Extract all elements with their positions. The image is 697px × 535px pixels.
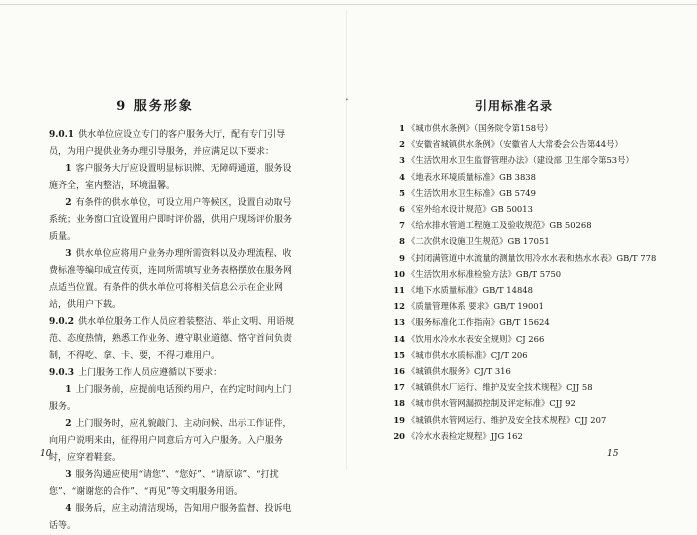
- reference-number: 11: [393, 285, 405, 296]
- reference-item: [371, 282, 681, 298]
- clause-number: 1: [65, 164, 72, 174]
- reference-text: 《生活饮用水卫生监督管理办法》（建设部 卫生部令第53号）: [407, 155, 634, 166]
- reference-number: 16: [393, 366, 405, 377]
- reference-number: 9: [399, 252, 405, 263]
- scan-dot: •: [345, 97, 349, 104]
- reference-item: [371, 395, 681, 411]
- clause-text: 有条件的供水单位，可设立用户等候区，设置自动取号系统；业务窗口宜设置用户即时评价器，供用户现场评价服务质量。: [49, 198, 293, 242]
- reference-item: [371, 428, 681, 444]
- paragraph: [49, 161, 296, 195]
- reference-number: 15: [393, 349, 405, 360]
- clause-text: 上门服务前，应提前电话预约用户，在约定时间内上门服务。: [49, 385, 292, 412]
- reference-number: 3: [399, 155, 405, 166]
- reference-item: [371, 314, 681, 330]
- clause-text: 服务沟通应使用“请您”、“您好”、“请原谅”、“打扰您”、“谢谢您的合作”、“再见”等文明服务用语。: [49, 470, 279, 497]
- reference-number: 5: [399, 187, 405, 198]
- clause-number: 3: [65, 249, 72, 259]
- paragraph: [49, 416, 296, 467]
- reference-list: [371, 120, 681, 444]
- page-number-right: 15: [607, 449, 619, 459]
- reference-text: 《地下水质量标准》GB/T 14848: [407, 285, 533, 296]
- reference-text: 《城镇供水厂运行、维护及安全技术规程》CJJ 58: [407, 382, 593, 393]
- reference-number: 6: [399, 204, 405, 215]
- reference-item: [371, 298, 681, 314]
- reference-text: 《城市供水管网漏损控制及评定标准》CJJ 92: [407, 398, 576, 409]
- clause-number: 2: [65, 198, 72, 208]
- clause-number: 9.0.2: [49, 317, 75, 327]
- reference-item: [371, 120, 681, 136]
- paragraph: [49, 127, 296, 161]
- reference-item: [371, 250, 681, 266]
- paragraph: [49, 467, 296, 501]
- reference-text: 《安徽省城镇供水条例》（安徽省人大常委会公告第44号）: [407, 139, 623, 150]
- clause-text: 上门服务工作人员应遵循以下要求：: [78, 368, 223, 378]
- clause-number: 9.0.1: [49, 130, 75, 140]
- reference-text: 《封闭满管道中水流量的测量饮用冷水水表和热水水表》GB/T 778: [407, 252, 657, 263]
- reference-text: 《生活饮用水标准检验方法》GB/T 5750: [407, 268, 562, 279]
- reference-item: [371, 331, 681, 347]
- reference-item: [371, 266, 681, 282]
- reference-text: 《城镇供水服务》CJ/T 316: [407, 366, 511, 377]
- clause-text: 供水单位应将用户业务办理所需资料以及办理流程、收费标准等编印成宣传页，连同所需填写业务表格摆放在服务网点适当位置。有条件的供水单位可将相关信息公示在企业网站，供用户下载。: [49, 249, 293, 310]
- reference-item: [371, 363, 681, 379]
- page-gutter: [346, 10, 347, 470]
- reference-number: 12: [393, 301, 405, 312]
- reference-text: 《冷水水表检定规程》JJG 162: [407, 430, 523, 441]
- reference-text: 《质量管理体系 要求》GB/T 19001: [407, 301, 544, 312]
- reference-text: 《城市供水条例》（国务院令第158号）: [407, 123, 553, 133]
- clause-text: 上门服务时，应礼貌敲门、主动问候、出示工作证件，向用户说明来由，征得用户同意后方可入户服务。入户服务时，应穿着鞋套。: [49, 419, 292, 463]
- paragraph: [49, 365, 296, 382]
- reference-text: 《城镇供水管网运行、维护及安全技术规程》CJJ 207: [407, 414, 607, 425]
- right-page: [345, 0, 697, 479]
- reference-item: [371, 347, 681, 363]
- clause-number: 1: [65, 385, 72, 395]
- reference-item: [371, 152, 681, 168]
- reference-item: [371, 185, 681, 201]
- clause-number: 9.0.3: [49, 368, 75, 378]
- clause-number: 3: [65, 470, 72, 480]
- reference-number: 7: [399, 220, 405, 231]
- reference-text: 《二次供水设施卫生规范》GB 17051: [407, 236, 550, 247]
- chapter-body: [49, 127, 296, 535]
- reference-item: [371, 379, 681, 395]
- reference-text: 《室外给水设计规范》GB 50013: [407, 204, 533, 215]
- reference-item: [371, 136, 681, 152]
- reference-number: 20: [393, 430, 405, 441]
- reference-item: [371, 233, 681, 249]
- clause-text: 客户服务大厅应设置明显标识牌、无障碍通道，服务设施齐全，室内整洁，环境温馨。: [49, 164, 292, 191]
- paragraph: [49, 314, 296, 365]
- reference-text: 《给水排水管道工程施工及验收规范》GB 50268: [407, 220, 592, 231]
- reference-item: [371, 201, 681, 217]
- clause-text: 供水单位应设立专门的客户服务大厅，配有专门引导员，为用户提供业务办理引导服务，并应满足以下要求：: [49, 130, 286, 157]
- reference-number: 4: [399, 171, 405, 182]
- clause-number: 4: [65, 504, 72, 514]
- reference-number: 14: [393, 333, 405, 344]
- reference-number: 1: [399, 123, 405, 133]
- page-number-left: 10: [40, 449, 52, 459]
- clause-number: 2: [65, 419, 72, 429]
- reference-number: 10: [393, 268, 405, 279]
- clause-text: 供水单位服务工作人员应着装整洁、举止文明、用语规范、态度热情，熟悉工作业务、遵守职业道德、恪守首问负责制，不得吃、拿、卡、要，不得刁难用户。: [49, 317, 295, 361]
- reference-item: [371, 169, 681, 185]
- reference-number: 13: [393, 317, 405, 328]
- reference-text: 《饮用水冷水水表安全规则》CJ 266: [407, 333, 545, 344]
- reference-text: 《地表水环境质量标准》GB 3838: [407, 171, 536, 182]
- references-title: 引用标准名录: [474, 99, 553, 113]
- reference-text: 《生活饮用水卫生标准》GB 5749: [407, 187, 536, 198]
- left-page: [0, 0, 345, 531]
- reference-item: [371, 217, 681, 233]
- clause-text: 服务后，应主动清洁现场，告知用户服务监督、投诉电话等。: [49, 504, 292, 531]
- reference-number: 19: [393, 414, 405, 425]
- paragraph: [49, 195, 296, 246]
- chapter-title: 9 服务形象: [116, 99, 194, 114]
- reference-item: [371, 412, 681, 428]
- reference-text: 《服务标准化工作指南》GB/T 15624: [407, 317, 550, 328]
- paragraph: [49, 382, 296, 416]
- reference-number: 8: [399, 236, 405, 247]
- reference-number: 17: [393, 382, 405, 393]
- paragraph: [49, 246, 296, 314]
- reference-text: 《城市供水水质标准》CJ/T 206: [407, 349, 528, 360]
- reference-number: 2: [399, 139, 405, 150]
- paragraph: [49, 501, 296, 535]
- reference-number: 18: [393, 398, 405, 409]
